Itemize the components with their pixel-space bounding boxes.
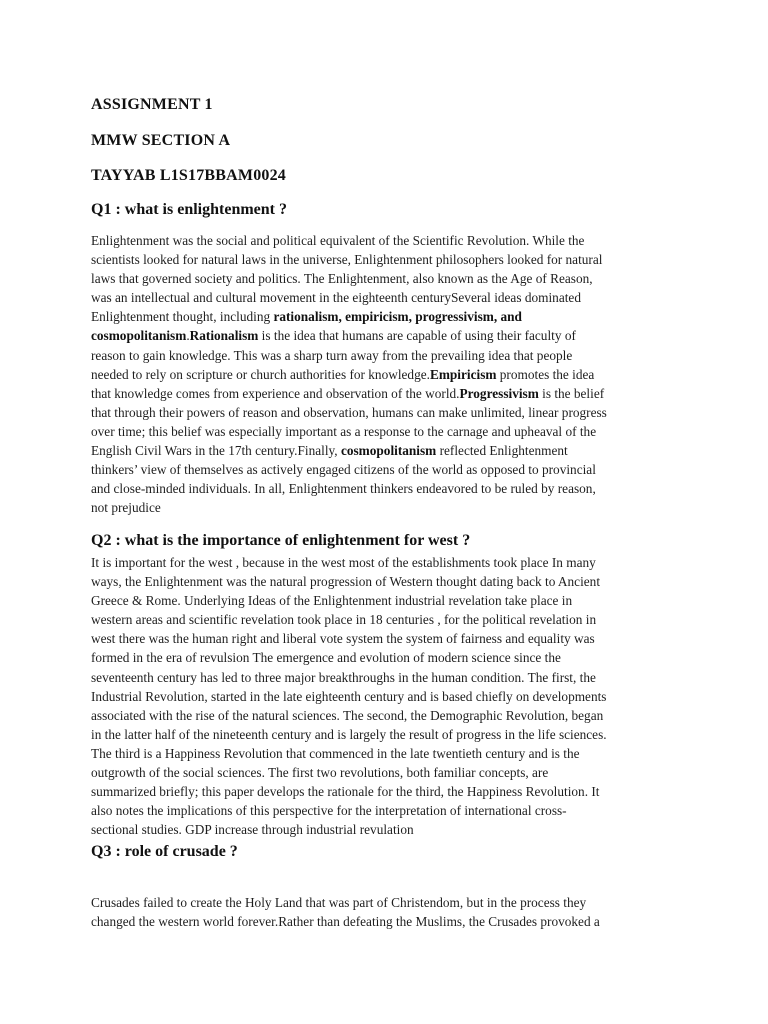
answer-1-line: was an intellectual and cultural movement in the eighteenth centurySeveral ideas dominated xyxy=(91,290,581,306)
answer-1-paragraph xyxy=(91,231,691,517)
assignment-title: ASSIGNMENT 1 xyxy=(91,96,213,113)
answer-1-text: English Civil Wars in the 17th century.Finally, xyxy=(91,443,341,459)
question-3-heading: Q3 : role of crusade ? xyxy=(91,843,238,860)
answer-2-line: in the latter half of the nineteenth century and is largely the result of progress in the life sciences. xyxy=(91,726,607,742)
section-title: MMW SECTION A xyxy=(91,132,231,149)
answer-1-text: is the belief xyxy=(538,385,605,401)
answer-1-text: needed to rely on scripture or church authorities for knowledge. xyxy=(91,366,430,382)
student-id: TAYYAB L1S17BBAM0024 xyxy=(91,167,287,184)
answer-2-line: seventeenth century has led to three major breakthroughs in the human condition. The first, the xyxy=(91,669,596,685)
answer-1-line xyxy=(91,365,691,384)
answer-1-text: . xyxy=(186,328,190,344)
answer-1-line: thinkers’ view of themselves as actively engaged citizens of the world as opposed to provincial xyxy=(91,462,596,478)
answer-1-line: scientists looked for natural laws in the universe, Enlightenment philosophers looked for natural xyxy=(91,252,603,268)
answer-1-line: Enlightenment was the social and political equivalent of the Scientific Revolution. While the xyxy=(91,233,585,248)
answer-2-line: western areas and scientific revelation took place in 18 centuries , for the political revelation in xyxy=(91,612,597,628)
answer-1-text: that knowledge comes from experience and observation of the world. xyxy=(91,385,460,401)
answer-2-line: summarized briefly; this paper develops the rationale for the third, the Happiness Revolution. It xyxy=(91,784,600,800)
answer-1-line xyxy=(91,441,691,460)
answer-3-paragraph xyxy=(91,893,691,931)
answer-2-line: associated with the rise of the natural sciences. The second, the Demographic Revolution, began xyxy=(91,707,604,723)
answer-2-line: outgrowth of the social sciences. The first two revolutions, both familiar concepts, are xyxy=(91,765,549,781)
answer-1-line: reason to gain knowledge. This was a sharp turn away from the prevailing idea that people xyxy=(91,347,573,363)
answer-1-line: that through their powers of reason and observation, humans can make unlimited, linear progress xyxy=(91,404,607,420)
answer-2-line: west there was the human right and liberal vote system the system of fairness and equality was xyxy=(91,631,595,647)
answer-2-paragraph xyxy=(91,553,691,839)
answer-1-bold-term: cosmopolitanism xyxy=(340,443,437,459)
answer-1-line xyxy=(91,384,691,403)
answer-1-text: reflected Enlightenment xyxy=(436,443,568,459)
answer-2-line: The third is a Happiness Revolution that commenced in the late twentieth century and is the xyxy=(91,745,580,761)
answer-1-text: Enlightenment thought, including xyxy=(91,309,274,325)
answer-1-bold-term: cosmopolitanism xyxy=(91,328,187,344)
answer-3-line: Crusades failed to create the Holy Land that was part of Christendom, but in the process they xyxy=(91,895,587,910)
answer-2-line: also notes the implications of this perspective for the interpretation of international cross- xyxy=(91,803,567,819)
answer-2-line: Greece & Rome. Underlying Ideas of the Enlightenment industrial revelation take place in xyxy=(91,593,573,609)
answer-1-line xyxy=(91,307,691,326)
answer-1-text: promotes the idea xyxy=(496,366,595,382)
answer-1-bold-term: Rationalism xyxy=(189,328,259,344)
question-1-heading: Q1 : what is enlightenment ? xyxy=(91,201,287,218)
answer-1-line xyxy=(91,326,691,345)
answer-2-line: Industrial Revolution, started in the late eighteenth century and is based chiefly on developments xyxy=(91,688,607,704)
answer-1-text: is the idea that humans are capable of using their faculty of xyxy=(258,328,576,344)
answer-2-line: formed in the era of revulsion The emergence and evolution of modern science since the xyxy=(91,650,561,666)
answer-1-line: and close-minded individuals. In all, Enlightenment thinkers endeavored to be ruled by reason, xyxy=(91,481,596,497)
answer-3-line: changed the western world forever.Rather than defeating the Muslims, the Crusades provoked a xyxy=(91,914,600,930)
answer-1-bold-terms: rationalism, empiricism, progressivism, and xyxy=(273,309,522,325)
answer-1-line: laws that governed society and politics. The Enlightenment, also known as the Age of Reason, xyxy=(91,271,593,287)
answer-2-line: sectional studies. GDP increase through industrial revulation xyxy=(91,822,414,838)
answer-2-line: It is important for the west , because in the west most of the establishments took place In many xyxy=(91,555,596,570)
question-2-heading: Q2 : what is the importance of enlightenment for west ? xyxy=(91,532,471,549)
answer-1-line: over time; this belief was especially important as a response to the carnage and upheaval of the xyxy=(91,423,597,439)
answer-2-line: ways, the Enlightenment was the natural progression of Western thought dating back to Ancient xyxy=(91,574,601,590)
answer-1-bold-term: Progressivism xyxy=(459,385,539,401)
answer-1-bold-term: Empiricism xyxy=(429,366,497,382)
answer-1-line: not prejudice xyxy=(91,500,161,516)
